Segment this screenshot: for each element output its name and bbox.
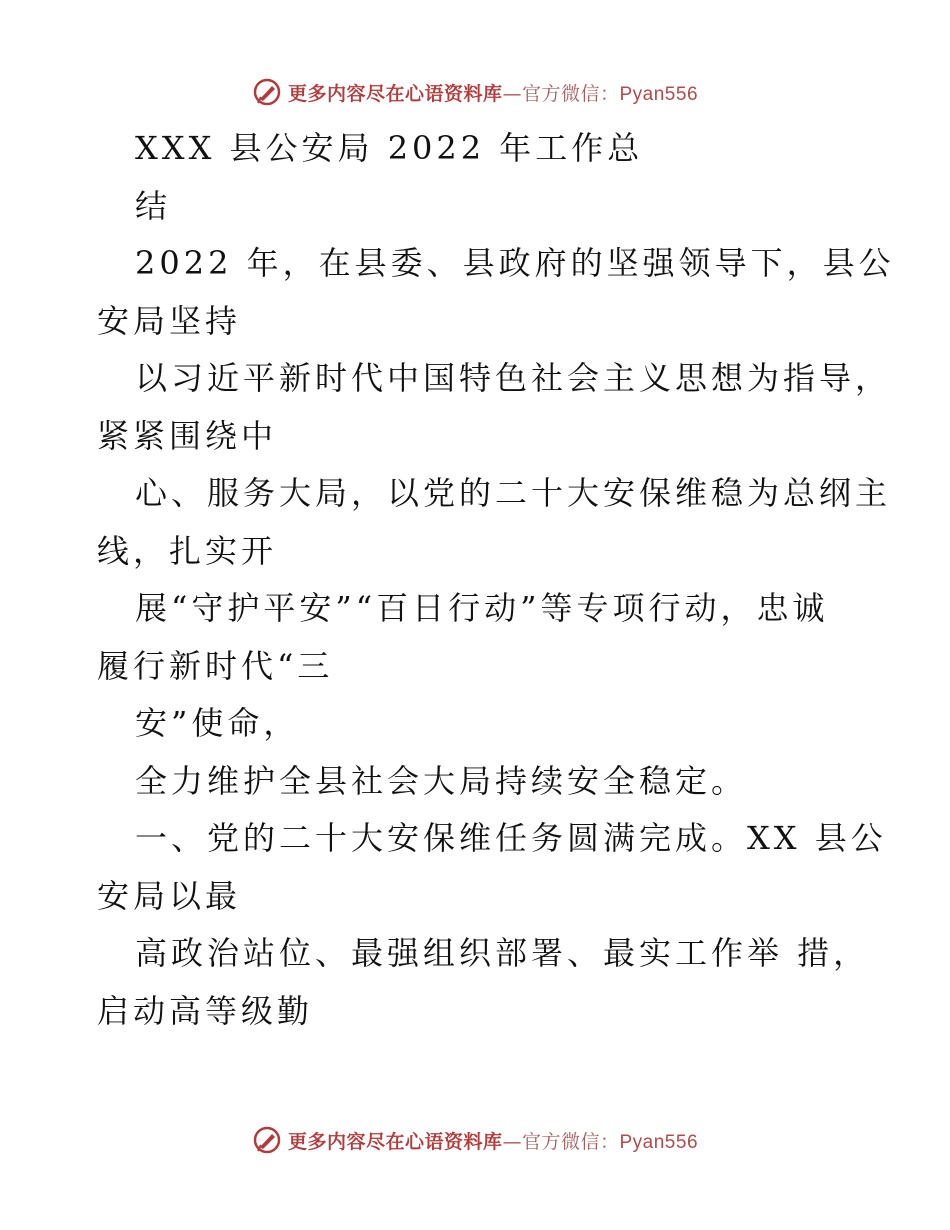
banner-separator: — [502,1130,522,1153]
banner-main-text: 更多内容尽在心语资料库 [287,82,503,105]
banner-wechat-id: Pyan556 [619,83,699,105]
document-body [97,120,895,1040]
banner-separator: — [502,82,522,105]
banner-content [252,77,698,107]
text-line: 高政治站位、最强组织部署、最实工作举 措， [135,934,870,972]
feather-pen-logo-icon [252,1125,282,1155]
text-line: XXX 县公安局 2022 年工作总 [135,129,644,167]
banner-wechat-id: Pyan556 [619,1131,699,1153]
banner-text [288,79,698,106]
banner-main-text: 更多内容尽在心语资料库 [287,1130,503,1153]
text-line: 安”使命， [135,704,300,742]
feather-pen-logo-icon [252,77,282,107]
header-banner [0,72,950,112]
text-line: 2022 年，在县委、县政府的坚强领导下，县公 [135,244,895,282]
text-line: 心、服务大局，以党的二十大安保维稳为总纲主 [135,474,892,512]
text-line: 以习近平新时代中国特色社会主义思想为指导， [135,359,892,397]
text-line: 启动高等级勤 [97,991,314,1030]
text-line: 履行新时代“三 [97,646,334,685]
text-line: 紧紧围绕中 [97,416,278,455]
text-line: 结 [135,186,172,225]
text-line: 一、党的二十大安保维任务圆满完成。XX 县公 [135,819,887,857]
text-line: 安局以最 [97,876,242,915]
banner-content [252,1125,698,1155]
text-line: 线，扎实开 [97,531,278,570]
footer-banner [0,1120,950,1160]
banner-wechat-label: 官方微信： [521,1130,620,1153]
text-line: 展“守护平安”“百日行动”等专项行动，忠诚 [135,589,829,627]
text-line: 全力维护全县社会大局持续安全稳定。 [135,761,748,800]
text-line: 安局坚持 [97,301,242,340]
banner-wechat-label: 官方微信： [521,82,620,105]
banner-text [288,1127,698,1154]
